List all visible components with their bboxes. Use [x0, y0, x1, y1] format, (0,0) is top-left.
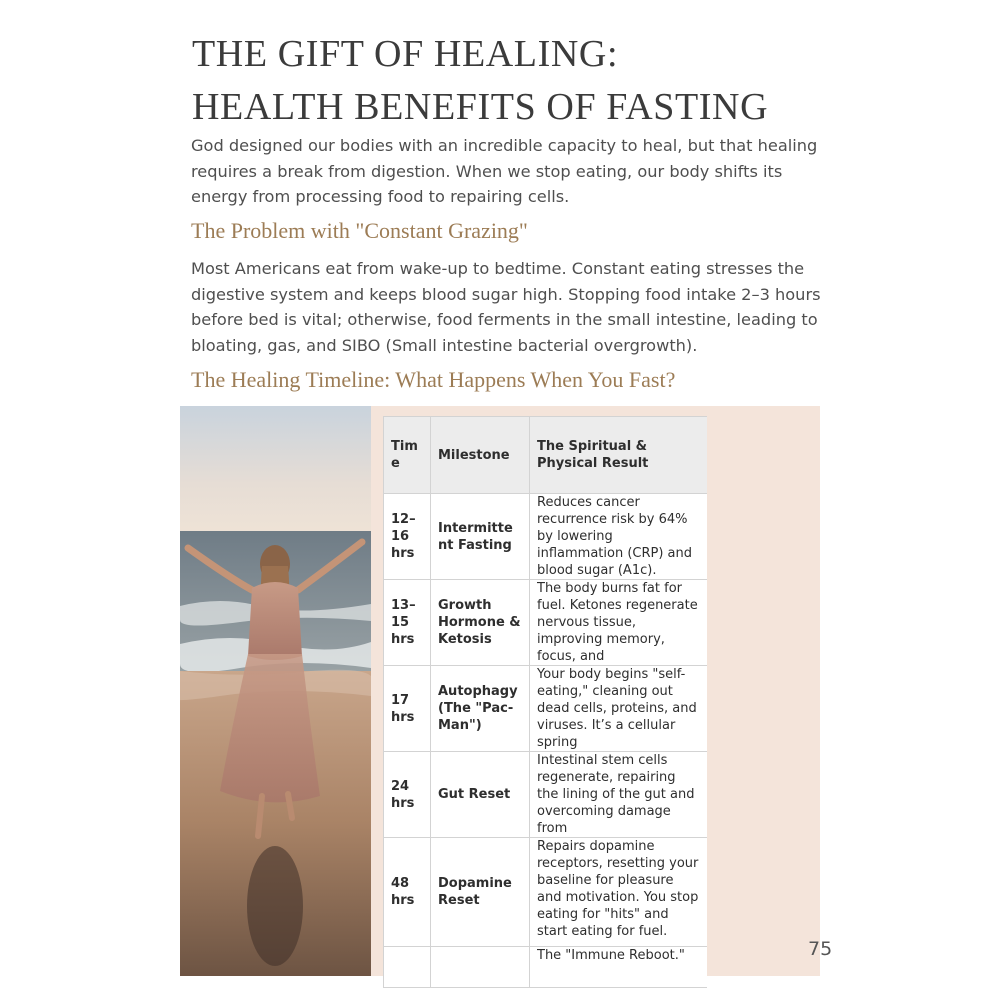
result-text: Repairs dopamine receptors, resetting your baseline for pleasure and motivation. You stop eating for "hits" and start eating for fuel. — [537, 839, 699, 939]
page-title — [192, 28, 832, 134]
result-text: Reduces cancer recurrence risk by 64% by lowering inflammation (CRP) and blood sugar (A1c). — [537, 495, 693, 578]
table-header-row — [384, 417, 708, 494]
header-time: Time — [384, 417, 431, 494]
time-cell: 24 hrs — [384, 752, 431, 838]
result-text: Intestinal stem cells regenerate, repairing the lining of the gut and overcoming damage from — [537, 753, 695, 836]
header-result: The Spiritual & Physical Result — [530, 417, 708, 494]
table-row — [384, 666, 708, 752]
intro-paragraph: God designed our bodies with an incredible capacity to heal, but that healing requires a break from digestion. When we stop eating, our body shifts its energy from processing food to repairing cells. — [191, 136, 818, 206]
healing-timeline-table — [383, 416, 707, 1000]
milestone-cell: Dopamine Reset — [431, 838, 530, 947]
time-cell — [384, 947, 431, 988]
result-cell — [530, 580, 708, 666]
milestone-cell: Intermittent Fasting — [431, 494, 530, 580]
beach-woman-photo — [180, 406, 371, 976]
milestone-cell: Autophagy (The "Pac-Man") — [431, 666, 530, 752]
time-cell: 17 hrs — [384, 666, 431, 752]
milestone-cell: Gut Reset — [431, 752, 530, 838]
table-row — [384, 752, 708, 838]
milestone-cell: Growth Hormone & Ketosis — [431, 580, 530, 666]
result-cell — [530, 838, 708, 947]
time-cell: 12–16 hrs — [384, 494, 431, 580]
problem-paragraph: Most Americans eat from wake-up to bedtime. Constant eating stresses the digestive system and keeps blood sugar high. Stopping food intake 2–3 hours before bed is vital; otherwise, food ferments in the small intestine, leading to bloating, gas, and SIBO (Small intestine bacterial overgrowth). — [191, 259, 821, 355]
problem-heading: The Problem with "Constant Grazing" — [191, 218, 528, 243]
header-milestone: Milestone — [431, 417, 530, 494]
time-cell: 13–15 hrs — [384, 580, 431, 666]
table-row — [384, 947, 708, 988]
result-cell — [530, 494, 708, 580]
milestone-cell — [431, 947, 530, 988]
timeline-heading: The Healing Timeline: What Happens When You Fast? — [191, 367, 676, 392]
result-text: The "Immune Reboot." — [537, 948, 685, 963]
table-row — [384, 494, 708, 580]
title-line-1: THE GIFT OF HEALING: — [192, 33, 619, 75]
result-cell — [530, 947, 708, 988]
page-number: 75 — [808, 938, 833, 960]
title-line-2: HEALTH BENEFITS OF FASTING — [192, 86, 769, 128]
table-row — [384, 580, 708, 666]
table-row — [384, 838, 708, 947]
time-cell: 48 hrs — [384, 838, 431, 947]
result-text: Your body begins "self-eating," cleaning out dead cells, proteins, and viruses. It’s a cellular spring — [537, 667, 697, 750]
result-cell — [530, 752, 708, 838]
result-cell — [530, 666, 708, 752]
result-text: The body burns fat for fuel. Ketones regenerate nervous tissue, improving memory, focus, and — [537, 581, 698, 664]
